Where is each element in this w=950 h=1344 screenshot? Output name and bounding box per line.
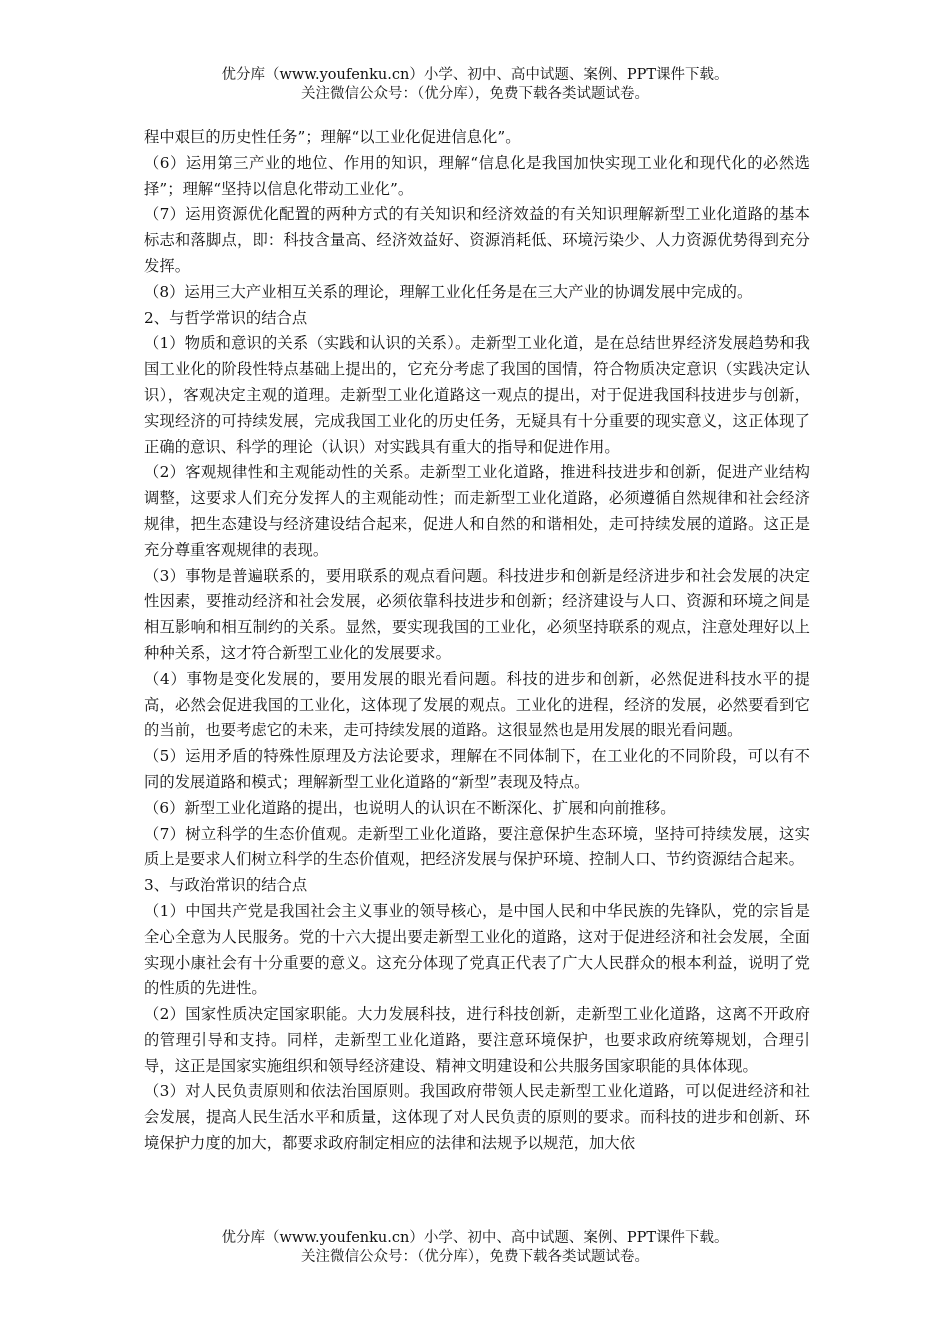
page-header <box>0 66 950 104</box>
document-body <box>144 125 810 1157</box>
paragraph: （5）运用矛盾的特殊性原理及方法论要求，理解在不同体制下，在工业化的不同阶段，可以有不同的发展道路和模式；理解新型工业化道路的“新型”表现及特点。 <box>144 747 810 791</box>
paragraph: （3）对人民负责原则和依法治国原则。我国政府带领人民走新型工业化道路，可以促进经济和社会发展，提高人民生活水平和质量，这体现了对人民负责的原则的要求。而科技的进步和创新、环境保护力度的加大，都要求政府制定相应的法律和法规予以规范，加大依 <box>144 1082 810 1153</box>
paragraph: （7）树立科学的生态价值观。走新型工业化道路，要注意保护生态环境，坚持可持续发展，这实质上是要求人们树立科学的生态价值观，把经济发展与保护环境、控制人口、节约资源结合起来。 <box>144 824 810 869</box>
paragraph: （8）运用三大产业相互关系的理论，理解工业化任务是在三大产业的协调发展中完成的。 <box>144 282 753 301</box>
footer-line-1: 优分库（www.youfenku.cn）小学、初中、高中试题、案例、PPT课件下载。 <box>221 1230 729 1246</box>
paragraph: （6）新型工业化道路的提出，也说明人的认识在不断深化、扩展和向前推移。 <box>144 798 676 817</box>
header-line-2: 关注微信公众号：（优分库），免费下载各类试题试卷。 <box>301 86 649 102</box>
page-footer <box>0 1229 950 1267</box>
footer-line-2: 关注微信公众号：（优分库），免费下载各类试题试卷。 <box>301 1249 649 1265</box>
paragraph: （2）客观规律性和主观能动性的关系。走新型工业化道路，推进科技进步和创新，促进产业结构调整，这要求人们充分发挥人的主观能动性；而走新型工业化道路，必须遵循自然规律和社会经济规律，把生态建设与经济建设结合起来，促进人和自然的和谐相处，走可持续发展的道路。这正是充分尊重客观规律的表现。 <box>144 463 810 559</box>
paragraph: （7）运用资源优化配置的两种方式的有关知识和经济效益的有关知识理解新型工业化道路的基本标志和落脚点，即：科技含量高、经济效益好、资源消耗低、环境污染少、人力资源优势得到充分发挥。 <box>144 205 810 275</box>
paragraph: （6）运用第三产业的地位、作用的知识，理解“信息化是我国加快实现工业化和现代化的必然选择”；理解“坚持以信息化带动工业化”。 <box>144 153 810 198</box>
header-line-1: 优分库（www.youfenku.cn）小学、初中、高中试题、案例、PPT课件下载。 <box>221 67 729 83</box>
paragraph: （4）事物是变化发展的，要用发展的眼光看问题。科技的进步和创新，必然促进科技水平的提高，必然会促进我国的工业化，这体现了发展的观点。工业化的进程，经济的发展，必然要看到它的当前，也要考虑它的未来，走可持续发展的道路。这很显然也是用发展的眼光看问题。 <box>144 669 810 740</box>
section-heading: 2、与哲学常识的结合点 <box>144 308 308 327</box>
paragraph: （3）事物是普遍联系的，要用联系的观点看问题。科技进步和创新是经济进步和社会发展的决定性因素，要推动经济和社会发展，必须依靠科技进步和创新；经济建设与人口、资源和环境之间是相互影响和相互制约的关系。显然，要实现我国的工业化，必须坚持联系的观点，注意处理好以上种种关系，这才符合新型工业化的发展要求。 <box>144 566 810 662</box>
paragraph: （2）国家性质决定国家职能。大力发展科技，进行科技创新，走新型工业化道路，这离不开政府的管理引导和支持。同样，走新型工业化道路，要注意环境保护，也要求政府统筹规划，合理引导，这正是国家实施组织和领导经济建设、精神文明建设和公共服务国家职能的具体体现。 <box>144 1005 810 1075</box>
paragraph: 程中艰巨的历史性任务”；理解“以工业化促进信息化”。 <box>144 128 521 146</box>
section-heading: 3、与政治常识的结合点 <box>144 876 308 895</box>
paragraph: （1）物质和意识的关系（实践和认识的关系）。走新型工业化道，是在总结世界经济发展趋势和我国工业化的阶段性特点基础上提出的，它充分考虑了我国的国情，符合物质决定意识（实践决定认识），客观决定主观的道理。走新型工业化道路这一观点的提出，对于促进我国科技进步与创新，实现经济的可持续发展，完成我国工业化的历史任务，无疑具有十分重要的现实意义，这正体现了正确的意识、科学的理论（认识）对实践具有重大的指导和促进作用。 <box>144 334 810 456</box>
paragraph: （1）中国共产党是我国社会主义事业的领导核心，是中国人民和中华民族的先锋队，党的宗旨是全心全意为人民服务。党的十六大提出要走新型工业化的道路，这对于促进经济和社会发展，全面实现小康社会有十分重要的意义。这充分体现了党真正代表了广大人民群众的根本利益，说明了党的性质的先进性。 <box>144 901 810 998</box>
